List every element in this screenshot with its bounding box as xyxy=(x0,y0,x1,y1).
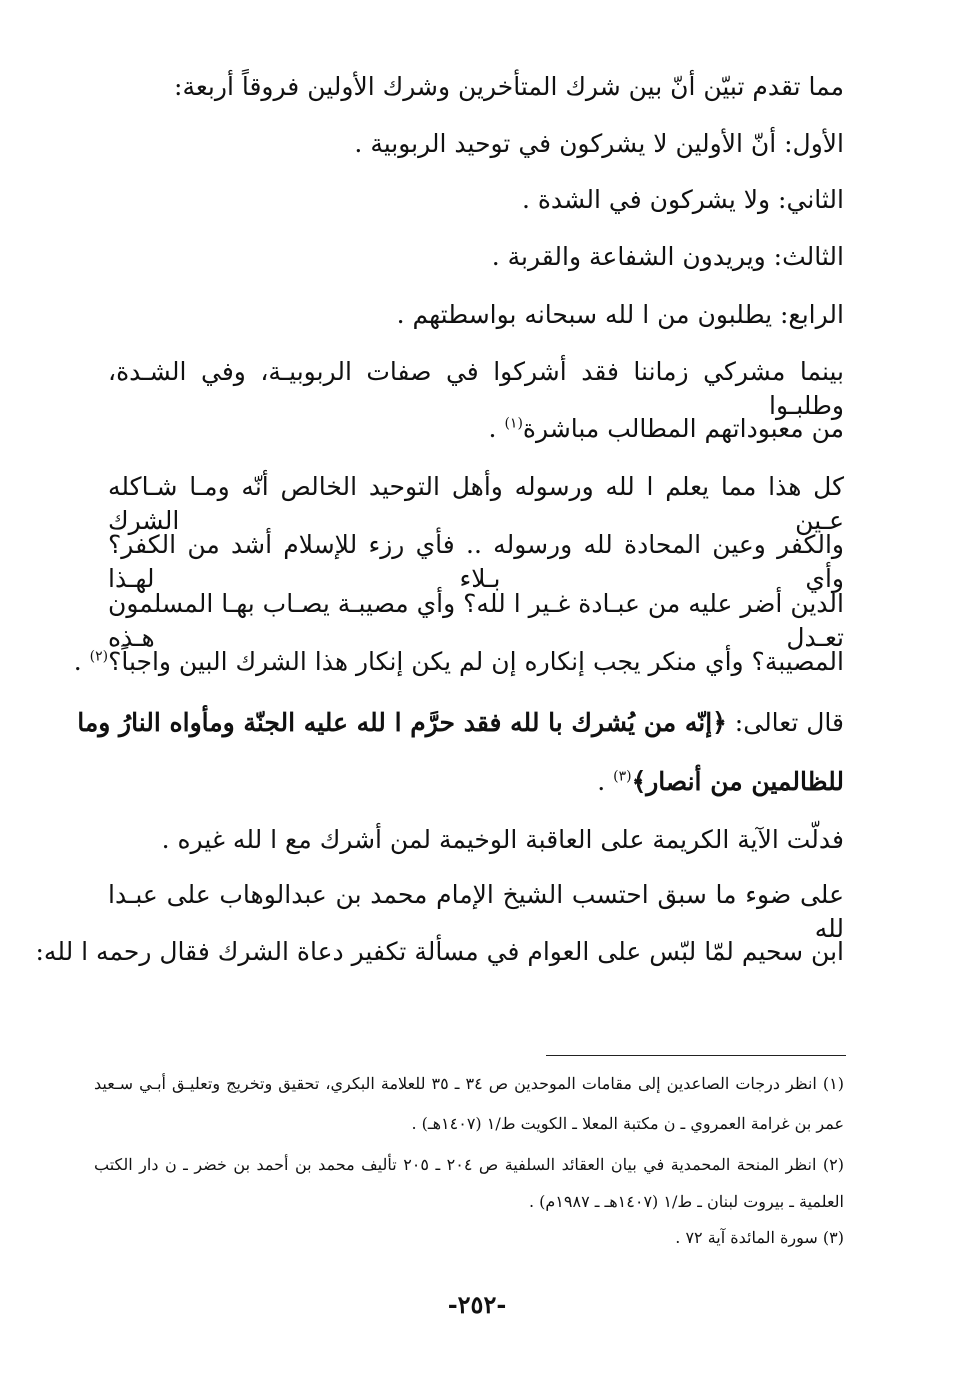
text-line: ابن سحيم لمّا لبّس على العوام في مسألة تكفير دعاة الشرك فقال رحمه ا لله: xyxy=(35,937,844,966)
footnote-ref: (٢) xyxy=(89,648,109,665)
text-fragment: . xyxy=(597,767,614,796)
text-fragment: . xyxy=(488,414,505,443)
footnote-line: (١) انظر درجات الصاعدين إلى مقامات الموحدين ص ٣٤ ـ ٣٥ للعلامة البكري، تحقيق وتخريج وتعليـق أبـي سـعيد xyxy=(94,1074,845,1093)
text-line: بينما مشركي زماننا فقد أشركوا في صفات الربوبيـة، وفي الشـدة، وطلبـوا xyxy=(108,357,844,420)
footnote-ref: (١) xyxy=(504,415,523,432)
text-line: مما تقدم تبيّن أنّ بين شرك المتأخرين وشرك الأولين فروقاً أربعة: xyxy=(174,72,844,101)
text-fragment: المصيبة؟ وأي منكر يجب إنكاره إن لم يكن إنكار هذا الشرك البين واجباً؟ xyxy=(108,647,844,676)
quran-verse: للظالمين من أنصار﴾ xyxy=(631,767,844,796)
text-line xyxy=(77,706,844,740)
page-number: -٢٥٢- xyxy=(447,1290,507,1319)
footnote-line: العلمية ـ بيروت لبنان ـ ط/١ (١٤٠٧هـ ـ ١٩٨٧م) . xyxy=(528,1192,844,1211)
footnote-line: (٢) انظر المنحة المحمدية في بيان العقائد السلفية ص ٢٠٤ ـ ٢٠٥ تأليف محمد بن أحمد بن خضر ـ ن دار الكتب xyxy=(94,1155,845,1174)
text-fragment: من معبوداتهم المطالب مباشرة xyxy=(522,414,844,443)
text-line: الأول: أنّ الأولين لا يشركون في توحيد الربوبية . xyxy=(354,129,844,158)
text-fragment: قال تعالى: xyxy=(726,708,844,737)
footnote-line: (٣) سورة المائدة آية ٧٢ . xyxy=(675,1228,844,1247)
text-fragment: . xyxy=(73,647,90,676)
text-line: فدلّت الآية الكريمة على العاقبة الوخيمة لمن أشرك مع ا لله غيره . xyxy=(161,825,844,854)
text-line xyxy=(108,765,844,799)
text-line: والكفر وعين المحادة لله ورسوله .. فأي رزء للإسلام أشد من الكفر؟ وأي بـلاء لهـذا xyxy=(108,530,844,593)
text-line: كل هذا مما يعلم ا لله ورسوله وأهل التوحيد الخالص أنّه ومـا شـاكله عـين الشرك xyxy=(108,472,844,535)
text-line: الدين أضر عليه من عبـادة غـير ا لله؟ وأي مصيبـة يصـاب بهـا المسلمون تعـدل هـذه xyxy=(108,589,844,652)
quran-verse: ﴿إنّه من يُشرك با لله فقد حرَّم ا لله عليه الجنّة ومأواه النارُ وما xyxy=(77,708,727,737)
text-line: الثالث: ويريدون الشفاعة والقربة . xyxy=(491,242,844,271)
text-line: الثاني: ولا يشركون في الشدة . xyxy=(521,185,844,214)
footnote-line: عمر بن غرامة العمروي ـ ن مكتبة المعلا ـ الكويت ط/١ (١٤٠٧هـ) . xyxy=(411,1114,844,1133)
footnote-separator xyxy=(546,1055,846,1056)
text-line: على ضوء ما سبق احتسب الشيخ الإمام محمد بن عبدالوهاب على عبـدا لله xyxy=(108,880,844,943)
text-line xyxy=(108,412,844,446)
text-line: الرابع: يطلبون من ا لله سبحانه بواسطتهم . xyxy=(396,300,844,329)
footnote-ref: (٣) xyxy=(613,768,632,785)
text-line xyxy=(73,645,844,679)
